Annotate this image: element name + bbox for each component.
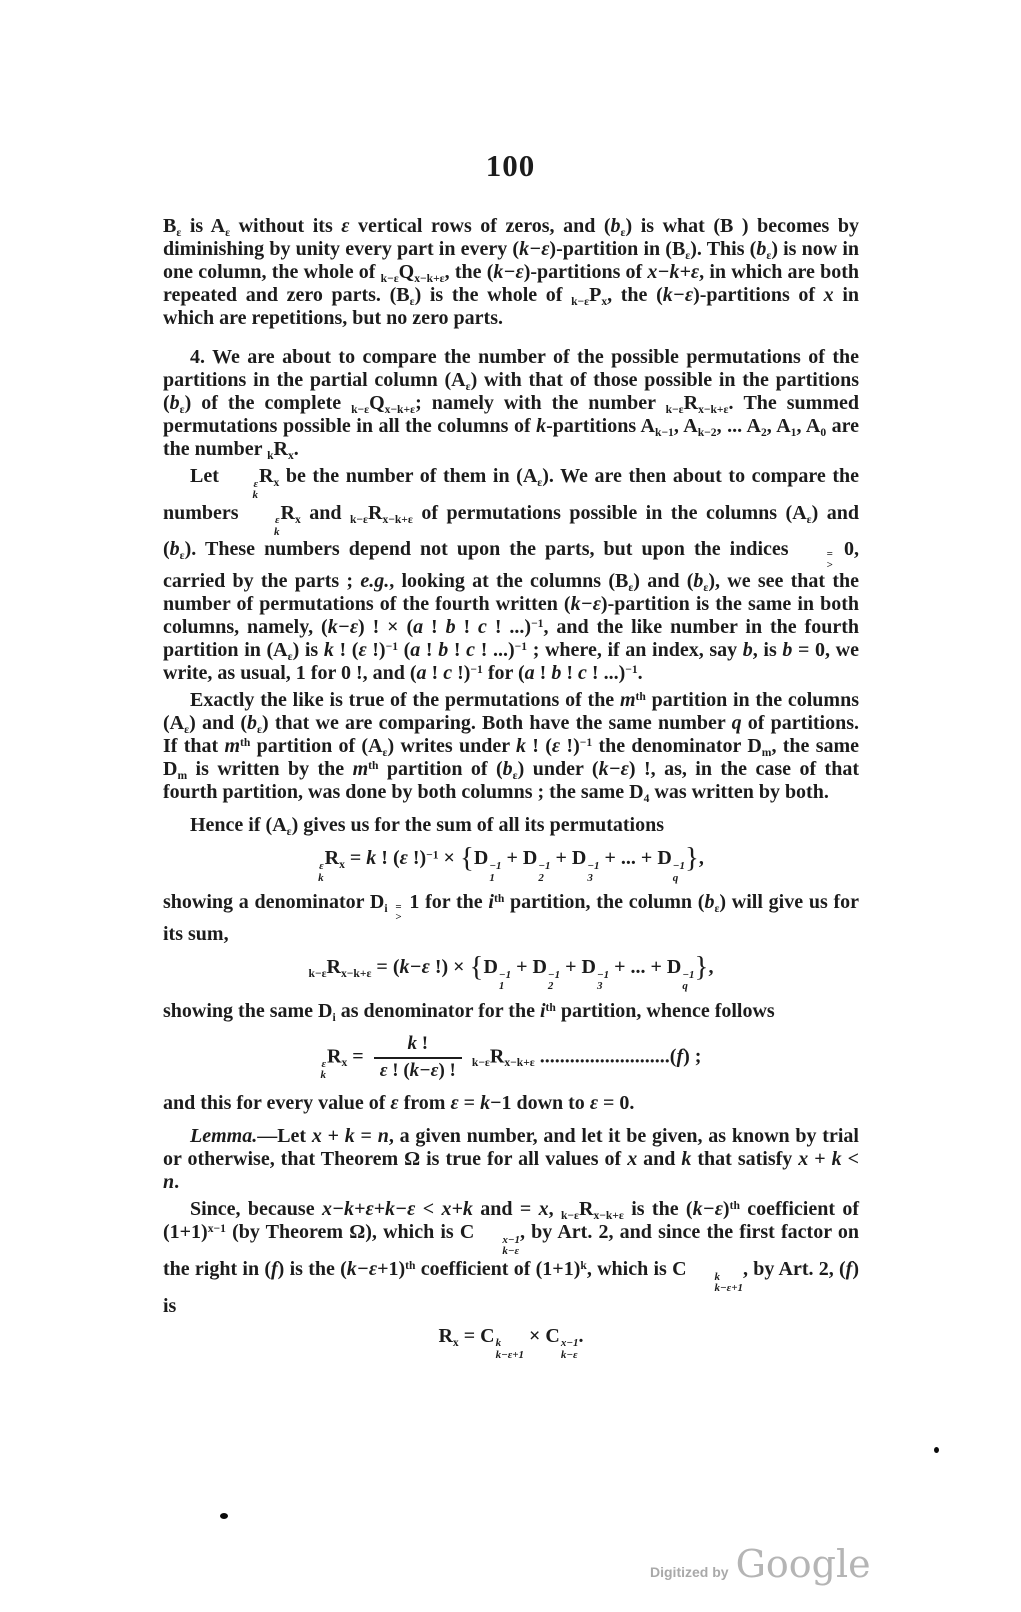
paragraph-since-because: Since, because x−k+ε+k−ε < x+k and = x, $_{k-\varepsilon}R_{x-k+\varepsilon}$ is the $(k-\varepsilon)^{th}$ coefficient of $(1+1)^{x-1}$ (by Theorem Ω), which is C x−1 k−ε , by Art. 2, and since the first factor on the right in (f) is the $(k-\varepsilon+1)^{th}$ coefficient of $(1+1)^k$, which is C k k−ε+1 , by Art. 2, (f) is [163, 1198, 860, 1317]
paragraph-compare-numbers: Let ε k $R_x$ be the number of them in $(A_\varepsilon)$. We are then about to compare the numbers ε k $R_x$ and $_{k-\varepsilon}R_{x-k+\varepsilon}$ of permutations possible in the columns $(A_\varepsilon)$ and $(b_\varepsilon)$. These numbers depend not upon the parts, but upon the indices = > 0, carried by the parts ; e.g., looking at the columns $(B_\varepsilon)$ and $(b_\varepsilon)$, we see that the number of permutations of the fourth written (k−ε)-partition is the same in both columns, namely, (k−ε) ! × (a ! b ! c ! ...)$^{-1}$, and the like number in the fourth partition in $(A_\varepsilon)$ is k ! (ε !)$^{-1}$ (a ! b ! c ! ...)$^{-1}$ ; where, if an index, say b, is b = 0, we write, as usual, 1 for 0 !, and (a ! c !)$^{-1}$ for (a ! b ! c ! ...)$^{-1}$. [163, 465, 860, 685]
paragraph-whence-follows: showing the same $D_i$ as denominator for the $i^{th}$ partition, whence follows [163, 999, 775, 1024]
formula-binomial-product: $R_x = C$ k k−ε+1 × C x−1 k−ε . [438, 1324, 584, 1361]
paragraph-epsilon-range: and this for every value of ε from ε = k−1 down to ε = 0. [163, 1092, 635, 1115]
ink-speck-left [220, 1513, 228, 1519]
page-body [163, 215, 859, 1368]
digitized-by-label: Digitized by [650, 1564, 729, 1580]
formula-f-relation: ε k $R_x$ = $\frac{k !}{\varepsilon ! (k-\varepsilon) !}$ $_{k-\varepsilon}R_{x-k+\varepsilon}$ ..........................(f) ; [320, 1032, 702, 1082]
paragraph-lemma: Lemma.—Let x + k = n, a given number, and let it be given, as known by trial or otherwise, that Theorem Ω is true for all values of x and k that satisfy x + k < n. [163, 1125, 860, 1194]
formula-sum-permutations-A: ε k $R_x = k$ ! (ε !)$^{-1}$ × {D −1 1 + D −1 2 + D −1 3 + ... + D −1 q }, [318, 842, 704, 884]
ink-speck-right [934, 1447, 939, 1453]
paragraph-partition-columns: $B_\varepsilon$ is $A_\varepsilon$ without its ε vertical rows of zeros, and $(b_\varepsilon)$ is what (B ) becomes by diminishing by unity every part in every (k−ε)-partition in $(B_\varepsilon)$. This $(b_\varepsilon)$ is now in one column, the whole of $_{k-\varepsilon}Q_{x-k+\varepsilon}$, the (k−ε)-partitions of x−k+ε, in which are both repeated and zero parts. $(B_\varepsilon)$ is the whole of $_{k-\varepsilon}P_x$, the (k−ε)-partitions of x in which are repetitions, but no zero parts. [163, 215, 860, 329]
google-books-watermark [650, 1542, 871, 1586]
paragraph-section-4: 4. We are about to compare the number of the possible permutations of the partitions in the partial column $(A_\varepsilon)$ with that of those possible in the partitions $(b_\varepsilon)$ of the complete $_{k-\varepsilon}Q_{x-k+\varepsilon}$; namely with the number $_{k-\varepsilon}R_{x-k+\varepsilon}$. The summed permutations possible in all the columns of k-partitions $A_{k-1}$, $A_{k-2}$, ... $A_2$, $A_1$, $A_0$ are the number $_kR_x$. [163, 346, 860, 462]
page-number: 100 [485, 148, 536, 183]
paragraph-mth-partition: Exactly the like is true of the permutations of the $m^{th}$ partition in the columns $(A_\varepsilon)$ and $(b_\varepsilon)$ that we are comparing. Both have the same number q of partitions. If that $m^{th}$ partition of $(A_\varepsilon)$ writes under k ! (ε !)$^{-1}$ the denominator $D_m$, the same $D_m$ is written by the $m^{th}$ partition of $(b_\varepsilon)$ under (k−ε) !, as, in the case of that fourth partition, was done by both columns ; the same $D_4$ was written by both. [163, 689, 860, 806]
formula-sum-permutations-b: $_{k-\varepsilon}R_{x-k+\varepsilon} = (k-\varepsilon$ !) × {D −1 1 + D −1 2 + D −1 3 + ... + D −1 q }, [308, 950, 714, 993]
google-logo: Google [735, 1542, 871, 1586]
paragraph-hence-intro: Hence if $(A_\varepsilon)$ gives us for the sum of all its permutations [190, 814, 665, 839]
paragraph-showing-denominator: showing a denominator $D_i$ = > 1 for the $i^{th}$ partition, the column $(b_\varepsilon)$ will give us for its sum, [163, 891, 860, 945]
